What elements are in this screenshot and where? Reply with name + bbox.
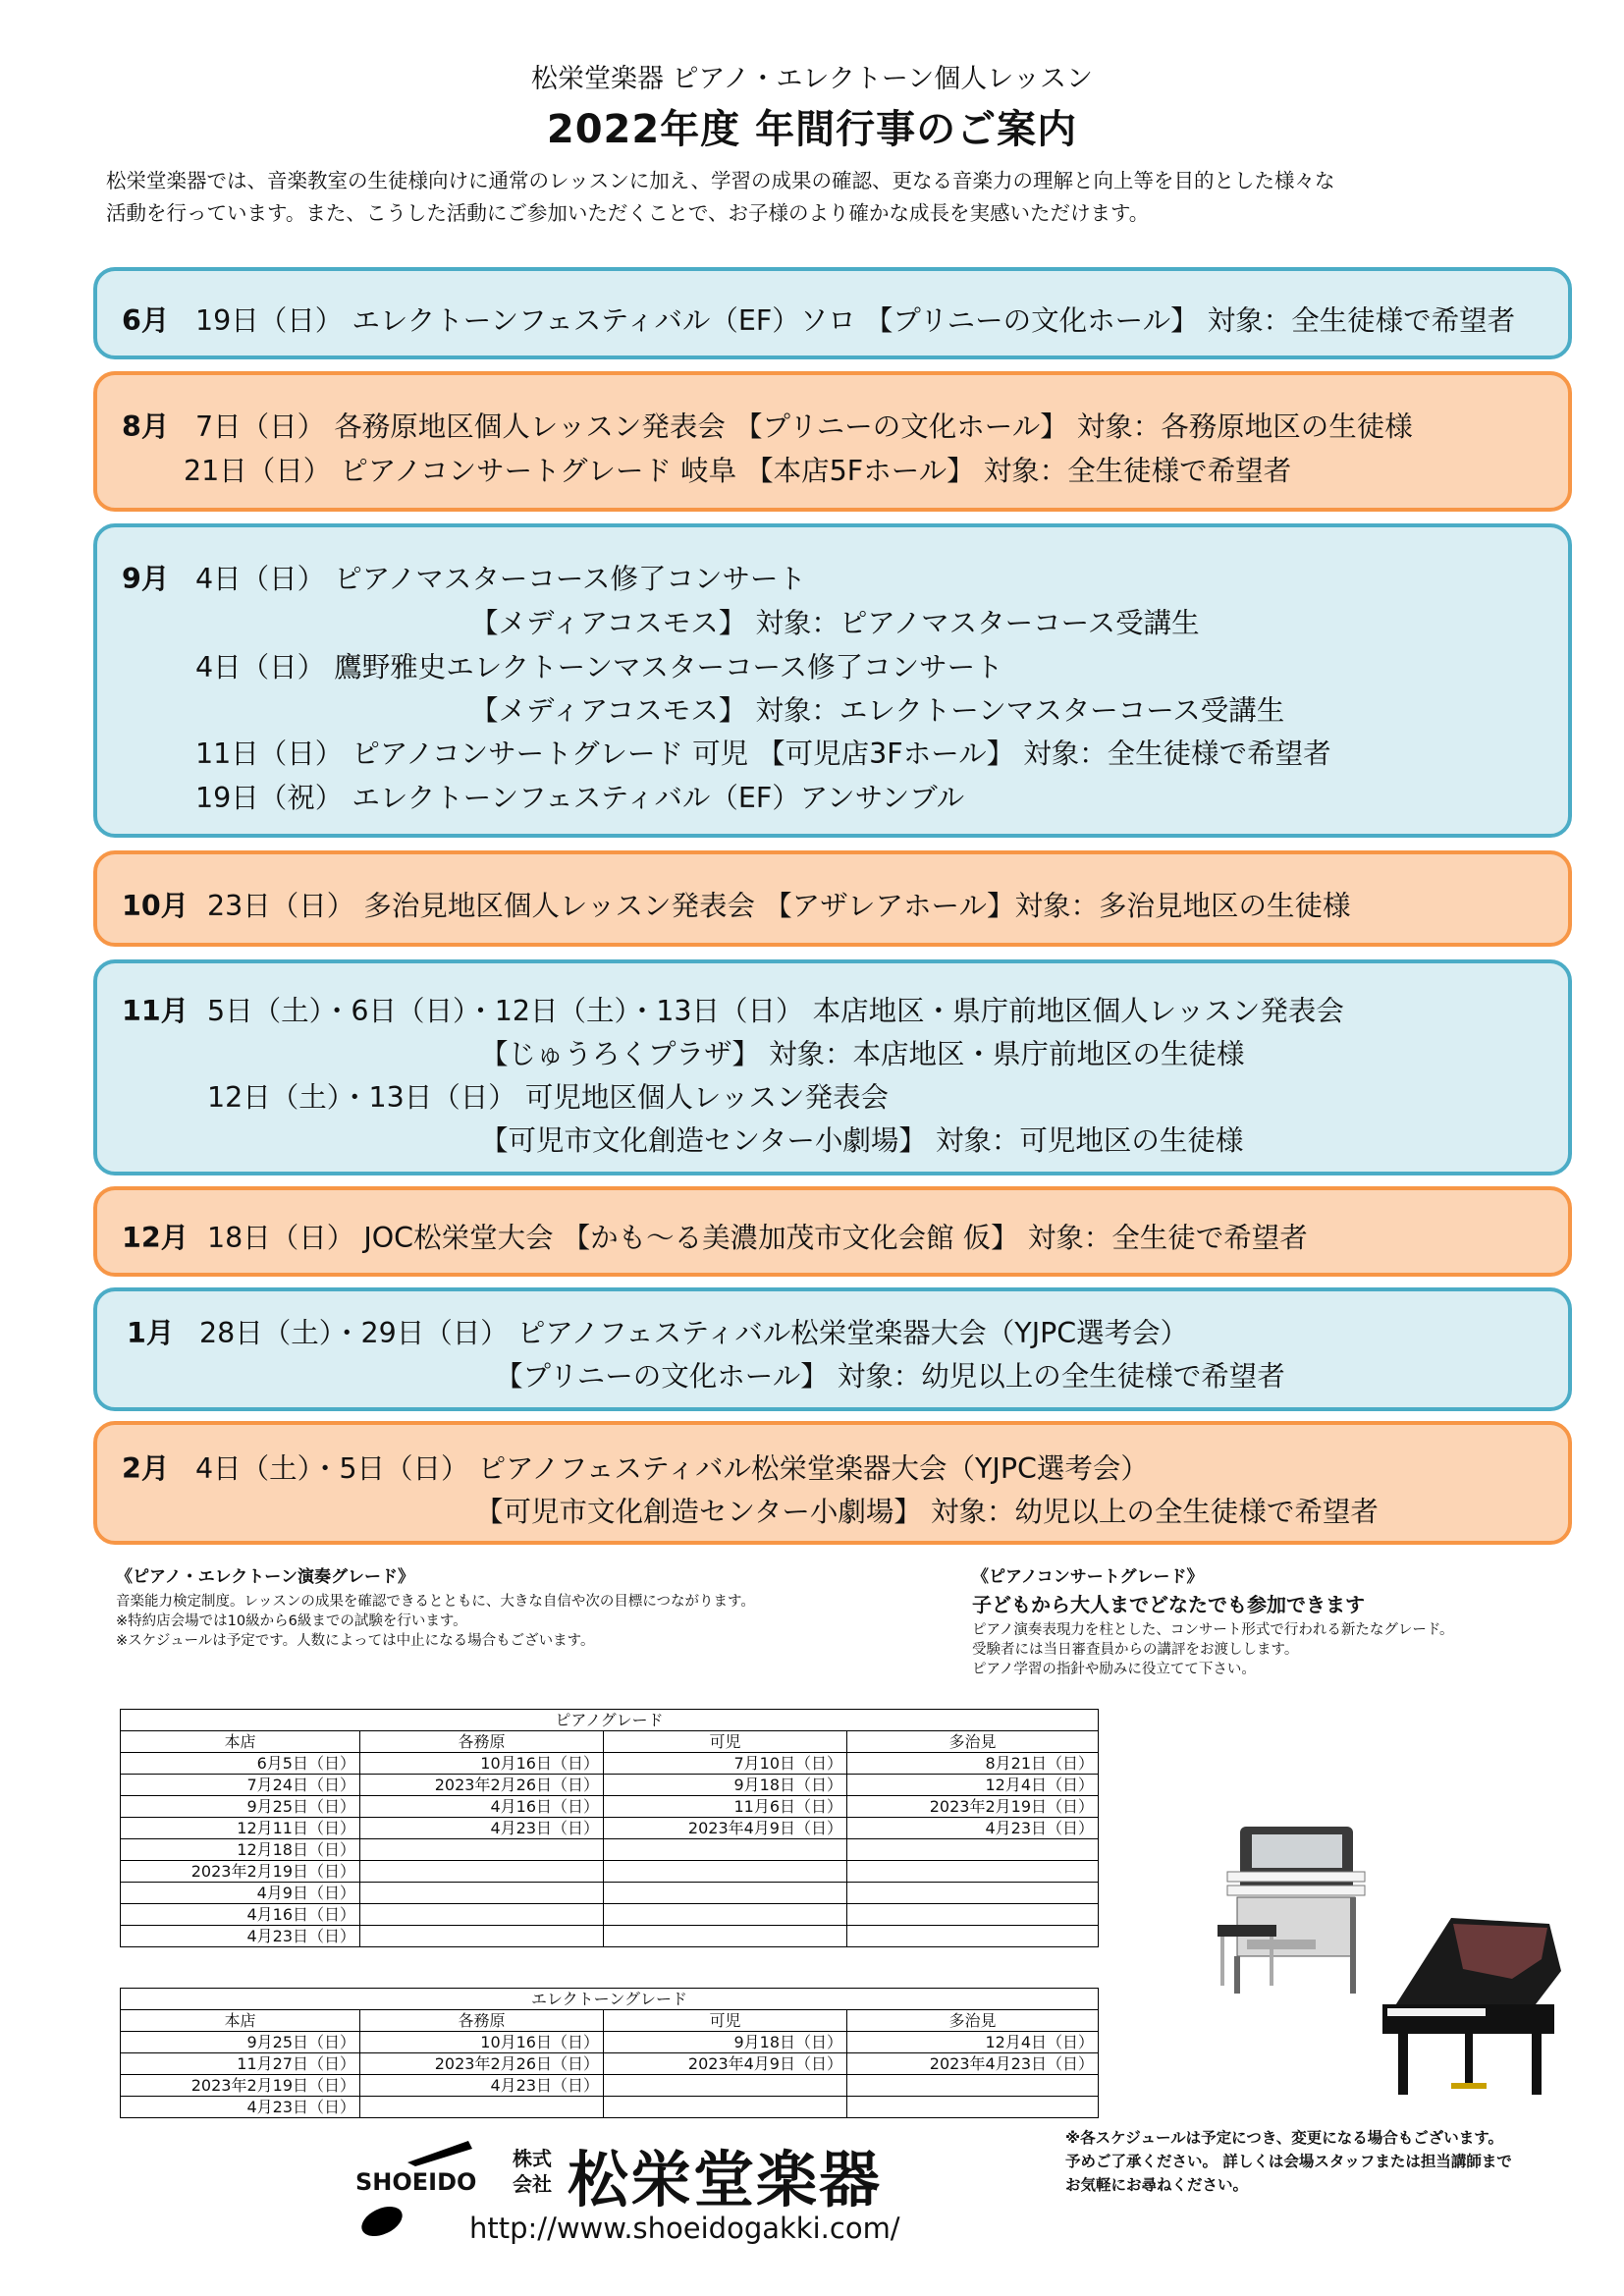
table-cell: 4月23日（日） <box>847 1818 1099 1839</box>
grade-note-heading: 《ピアノ・エレクトーン演奏グレード》 <box>116 1567 414 1587</box>
column-header: 多治見 <box>847 1731 1099 1753</box>
brand-kaisha: 会社 <box>513 2172 552 2196</box>
event-line: 12日（土）・13日（日） 可児地区個人レッスン発表会 <box>207 1081 890 1114</box>
month-label: 11月 <box>122 995 189 1027</box>
schedule-disclaimer <box>1065 2126 1512 2197</box>
table-cell: 2023年2月26日（日） <box>360 2053 604 2075</box>
table-cell <box>604 2097 847 2118</box>
table-row <box>121 1904 1099 1926</box>
brand-jp: 松栄堂楽器 <box>568 2144 883 2215</box>
event-line: 【可児市文化創造センター小劇場】 対象：可児地区の生徒様 <box>480 1124 1244 1157</box>
table-cell: 9月18日（日） <box>604 1775 847 1796</box>
table-cell <box>604 1904 847 1926</box>
column-header: 各務原 <box>360 1731 604 1753</box>
table-cell: 2023年2月19日（日） <box>847 1796 1099 1818</box>
table-cell <box>604 1883 847 1904</box>
table-cell <box>604 1839 847 1861</box>
event-line: 4日（日） ピアノマスターコース修了コンサート <box>195 563 806 595</box>
column-header: 各務原 <box>360 2010 604 2032</box>
event-box-september <box>93 523 1572 838</box>
piano-grade-caption: ピアノグレード <box>121 1710 1099 1731</box>
table-cell <box>604 1861 847 1883</box>
disclaimer-line: 予めご了承ください。 詳しくは会場スタッフまたは担当講師まで <box>1065 2153 1512 2170</box>
table-cell: 12月4日（日） <box>847 1775 1099 1796</box>
table-cell: 4月23日（日） <box>360 2075 604 2097</box>
column-header: 可児 <box>604 1731 847 1753</box>
column-header: 本店 <box>121 1731 360 1753</box>
table-row <box>121 2097 1099 2118</box>
concert-grade-heading: 《ピアノコンサートグレード》 <box>972 1567 1204 1587</box>
table-row <box>121 1839 1099 1861</box>
table-cell: 2023年4月9日（日） <box>604 2053 847 2075</box>
table-cell <box>847 1883 1099 1904</box>
table-row <box>121 1926 1099 1947</box>
grade-note-line: ※特約店会場では10級から6級までの試験を行います。 <box>116 1613 467 1629</box>
table-cell <box>847 2075 1099 2097</box>
event-box-december <box>93 1186 1572 1277</box>
month-label: 12月 <box>122 1222 189 1254</box>
event-box-january <box>93 1287 1572 1411</box>
column-header: 多治見 <box>847 2010 1099 2032</box>
disclaimer-line: ※各スケジュールは予定につき、変更になる場合もございます。 <box>1065 2129 1503 2147</box>
table-cell <box>604 1926 847 1947</box>
table-cell: 4月23日（日） <box>121 1926 360 1947</box>
table-cell <box>360 1926 604 1947</box>
month-label: 9月 <box>122 563 170 595</box>
table-cell: 11月6日（日） <box>604 1796 847 1818</box>
event-line: 4日（土）・5日（日） ピアノフェスティバル松栄堂楽器大会（YJPC選考会） <box>195 1452 1149 1485</box>
table-cell: 2023年2月19日（日） <box>121 2075 360 2097</box>
table-cell <box>360 1904 604 1926</box>
piano-grade-table <box>120 1709 1099 1947</box>
event-line: 11日（日） ピアノコンサートグレード 可児 【可児店3Fホール】 対象：全生徒様で希望者 <box>195 738 1331 770</box>
table-cell <box>604 2075 847 2097</box>
event-line: 4日（日） 鷹野雅史エレクトーンマスターコース修了コンサート <box>195 651 1003 683</box>
table-cell: 7月10日（日） <box>604 1753 847 1775</box>
table-row <box>121 2032 1099 2053</box>
event-line: 23日（日） 多治見地区個人レッスン発表会 【アザレアホール】対象：多治見地区の生徒様 <box>207 890 1351 922</box>
month-label: 10月 <box>122 890 189 922</box>
concert-grade-line: ピアノ演奏表現力を柱とした、コンサート形式で行われる新たなグレード。 <box>972 1622 1454 1638</box>
table-cell: 11月27日（日） <box>121 2053 360 2075</box>
table-row <box>121 2075 1099 2097</box>
table-cell: 2023年2月26日（日） <box>360 1775 604 1796</box>
table-cell: 4月9日（日） <box>121 1883 360 1904</box>
table-cell: 7月24日（日） <box>121 1775 360 1796</box>
table-cell: 6月5日（日） <box>121 1753 360 1775</box>
event-line: 7日（日） 各務原地区個人レッスン発表会 【プリニーの文化ホール】 対象：各務原地区の生徒様 <box>195 410 1413 443</box>
event-line: 【可児市文化創造センター小劇場】 対象：幼児以上の全生徒様で希望者 <box>475 1496 1379 1528</box>
month-label: 1月 <box>127 1317 175 1349</box>
electone-grade-caption: エレクトーングレード <box>121 1989 1099 2010</box>
event-line: 【メディアコスモス】 対象：ピアノマスターコース受講生 <box>470 607 1200 639</box>
table-cell: 4月16日（日） <box>121 1904 360 1926</box>
table-cell <box>360 2097 604 2118</box>
table-row <box>121 2053 1099 2075</box>
logo-blob <box>358 2205 406 2238</box>
table-cell: 9月18日（日） <box>604 2032 847 2053</box>
intro-line: 活動を行っています。また、こうした活動にご参加いただくことで、お子様のより確かな成長を実感いただけます。 <box>106 201 1150 225</box>
table-cell: 12月4日（日） <box>847 2032 1099 2053</box>
table-cell <box>360 1883 604 1904</box>
month-label: 6月 <box>122 304 170 337</box>
table-cell: 10月16日（日） <box>360 2032 604 2053</box>
table-cell <box>360 1861 604 1883</box>
table-cell: 9月25日（日） <box>121 1796 360 1818</box>
intro-line: 松栄堂楽器では、音楽教室の生徒様向けに通常のレッスンに加え、学習の成果の確認、更なる音楽力の理解と向上等を目的とした様々な <box>106 169 1335 192</box>
page-title: 2022年度 年間行事のご案内 <box>546 107 1078 152</box>
column-header: 可児 <box>604 2010 847 2032</box>
header-subtitle: 松栄堂楽器 ピアノ・エレクトーン個人レッスン <box>530 64 1094 94</box>
event-box-february <box>93 1421 1572 1545</box>
event-box-october <box>93 850 1572 947</box>
brand-en: SHOEIDO <box>355 2168 477 2196</box>
event-line: 【メディアコスモス】 対象：エレクトーンマスターコース受講生 <box>470 694 1285 727</box>
table-row <box>121 1796 1099 1818</box>
grade-note-line: 音楽能力検定制度。レッスンの成果を確認できるとともに、大きな自信や次の目標につながります。 <box>116 1594 755 1610</box>
table-cell: 2023年2月19日（日） <box>121 1861 360 1883</box>
grand-piano-illustration <box>1355 1900 1576 2106</box>
table-cell: 9月25日（日） <box>121 2032 360 2053</box>
table-cell: 2023年4月9日（日） <box>604 1818 847 1839</box>
electone-grade-table <box>120 1988 1099 2118</box>
table-cell: 2023年4月23日（日） <box>847 2053 1099 2075</box>
column-header: 本店 <box>121 2010 360 2032</box>
event-line: 28日（土）・29日（日） ピアノフェスティバル松栄堂楽器大会（YJPC選考会） <box>199 1317 1189 1349</box>
shoeido-logo-mark <box>398 2139 476 2168</box>
concert-grade-subheading: 子どもから大人までどなたでも参加できます <box>972 1593 1365 1616</box>
disclaimer-line: お気軽にお尋ねください。 <box>1065 2176 1249 2194</box>
table-cell <box>360 1839 604 1861</box>
event-line: 【じゅうろくプラザ】 対象：本店地区・県庁前地区の生徒様 <box>480 1038 1245 1070</box>
event-line: 18日（日） JOC松栄堂大会 【かも～る美濃加茂市文化会館 仮】 対象：全生徒で希望者 <box>207 1222 1308 1254</box>
intro-text <box>106 165 1559 230</box>
table-cell: 12月11日（日） <box>121 1818 360 1839</box>
event-box-november <box>93 959 1572 1175</box>
table-cell: 4月23日（日） <box>360 1818 604 1839</box>
table-cell <box>847 1926 1099 1947</box>
table-row <box>121 1753 1099 1775</box>
event-line: 5日（土）・6日（日）・12日（土）・13日（日） 本店地区・県庁前地区個人レッスン発表会 <box>207 995 1344 1027</box>
concert-grade-line: ピアノ学習の指針や励みに役立てて下さい。 <box>972 1662 1256 1677</box>
table-cell <box>847 1839 1099 1861</box>
table-row <box>121 1775 1099 1796</box>
event-box-august <box>93 371 1572 512</box>
table-cell: 4月16日（日） <box>360 1796 604 1818</box>
event-line: 21日（日） ピアノコンサートグレード 岐阜 【本店5Fホール】 対象：全生徒様で希望者 <box>184 455 1292 487</box>
event-box-june <box>93 267 1572 359</box>
table-row <box>121 1818 1099 1839</box>
event-line: 【プリニーの文化ホール】 対象：幼児以上の全生徒様で希望者 <box>495 1360 1285 1393</box>
brand-kabushiki: 株式 <box>513 2147 552 2170</box>
table-cell <box>847 2097 1099 2118</box>
event-line: 19日（日） エレクトーンフェスティバル（EF）ソロ 【プリニーの文化ホール】 対象：全生徒様で希望者 <box>195 304 1516 337</box>
website-url[interactable]: http://www.shoeidogakki.com/ <box>469 2212 900 2245</box>
table-cell <box>847 1861 1099 1883</box>
table-cell: 4月23日（日） <box>121 2097 360 2118</box>
concert-grade-line: 受験者には当日審査員からの講評をお渡しします。 <box>972 1642 1299 1658</box>
grade-note-line: ※スケジュールは予定です。人数によっては中止になる場合もございます。 <box>116 1633 595 1649</box>
table-cell: 10月16日（日） <box>360 1753 604 1775</box>
table-cell: 12月18日（日） <box>121 1839 360 1861</box>
month-label: 2月 <box>122 1452 170 1485</box>
table-row <box>121 1883 1099 1904</box>
event-line: 19日（祝） エレクトーンフェスティバル（EF）アンサンブル <box>195 782 965 814</box>
month-label: 8月 <box>122 410 170 443</box>
table-cell <box>847 1904 1099 1926</box>
table-cell: 8月21日（日） <box>847 1753 1099 1775</box>
table-row <box>121 1861 1099 1883</box>
